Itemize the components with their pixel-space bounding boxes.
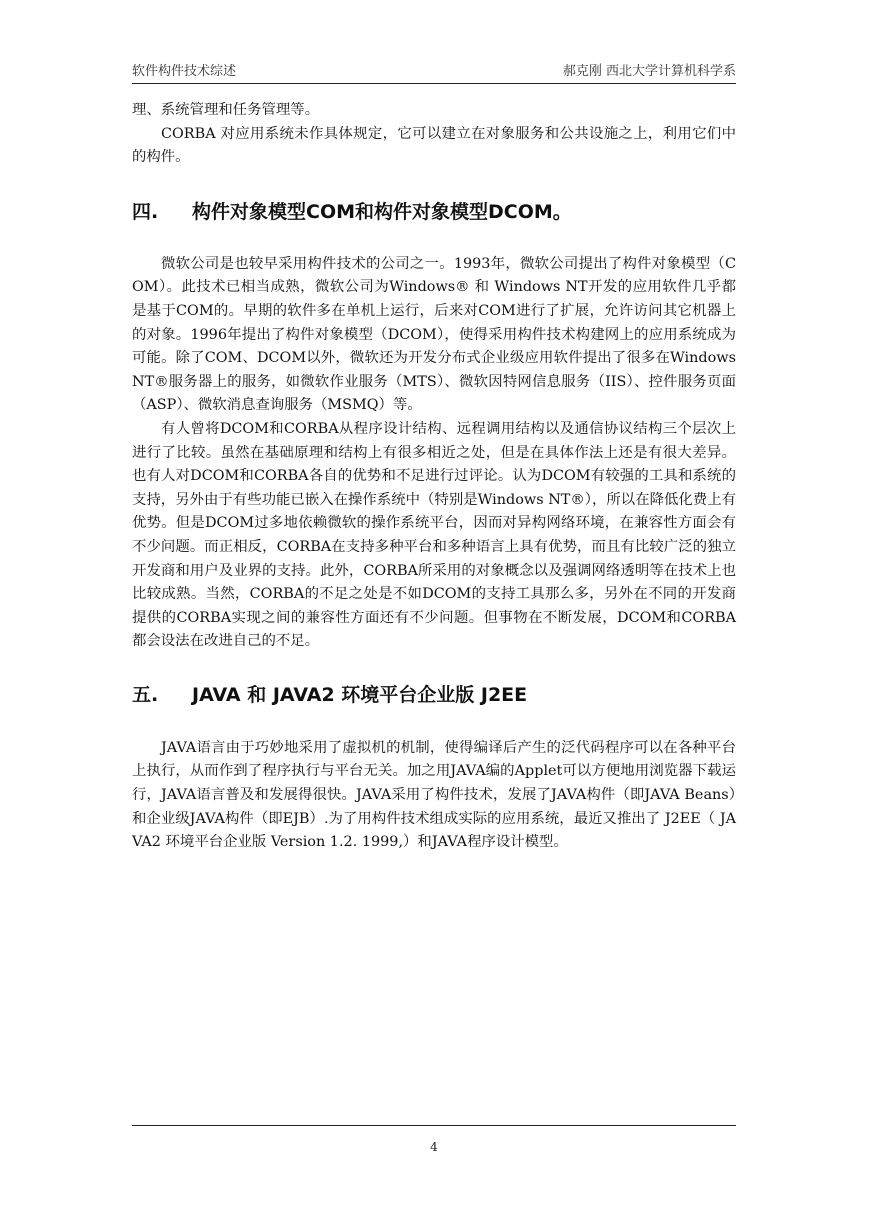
page-header — [132, 64, 736, 84]
paragraph-corba-note: CORBA 对应用系统未作具体规定，它可以建立在对象服务和公共设施之上，利用它们中的构件。 — [132, 125, 736, 166]
header-author: 郝克刚 西北大学计算机科学系 — [562, 64, 736, 79]
header-title: 软件构件技术综述 — [132, 64, 237, 79]
paragraph-com-overview: 微软公司是也较早采用构件技术的公司之一。1993年，微软公司提出了构件对象模型（COM）。此技术已相当成熟，微软公司为Windows® 和 Windows NT开发的应用软件几乎都是基于COM的。早期的软件多在单机上运行，后来对COM进行了扩展，允许访问其它机器上的对象。1996年提出了构件对象模型（DCOM），使得采用构件技术构建网上的应用系统成为可能。除了COM、DCOM以外，微软还为开发分布式企业级应用软件提出了很多在Windows NT®服务器上的服务，如微软作业服务（MTS）、微软因特网信息服务（IIS）、控件服务页面（ASP）、微软消息查询服务（MSMQ）等。 — [132, 255, 736, 414]
section-number: 四. — [132, 200, 159, 223]
section-heading-5 — [132, 682, 736, 708]
paragraph-dcom-corba-comparison: 有人曾将DCOM和CORBA从程序设计结构、远程调用结构以及通信协议结构三个层次上进行了比较。虽然在基础原理和结构上有很多相近之处，但是在具体作法上还是有很大差异。也有人对DCOM和CORBA各自的优势和不足进行过评论。认为DCOM有较强的工具和系统的支持，另外由于有些功能已嵌入在操作系统中（特别是Windows NT®），所以在降低化费上有优势。但是DCOM过多地依赖微软的操作系统平台，因而对异构网络环境，在兼容性方面会有不少问题。而正相反，CORBA在支持多种平台和多种语言上具有优势，而且有比较广泛的独立开发商和用户及业界的支持。此外，CORBA所采用的对象概念以及强调网络透明等在技术上也比较成熟。当然，CORBA的不足之处是不如DCOM的支持工具那么多，另外在不同的开发商提供的CORBA实现之间的兼容性方面还有不少问题。但事物在不断发展，DCOM和CORBA都会设法在改进自己的不足。 — [132, 420, 736, 650]
paragraph-java: JAVA语言由于巧妙地采用了虚拟机的机制，使得编译后产生的泛代码程序可以在各种平台上执行，从而作到了程序执行与平台无关。加之用JAVA编的Applet可以方便地用浏览器下载运行，JAVA语言普及和发展得很快。JAVA采用了构件技术，发展了JAVA构件（即JAVA Beans）和企业级JAVA构件（即EJB）.为了用构件技术组成实际的应用系统，最近又推出了 J2EE（ JAVA2 环境平台企业版 Version 1.2. 1999,）和JAVA程序设计模型。 — [132, 739, 736, 851]
footer-divider — [132, 1125, 736, 1126]
section-title: 构件对象模型COM和构件对象模型DCOM。 — [192, 200, 572, 223]
section-heading-4 — [132, 199, 736, 225]
paragraph-intro-continued: 理、系统管理和任务管理等。 — [132, 102, 320, 118]
section-title: JAVA 和 JAVA2 环境平台企业版 J2EE — [192, 683, 528, 706]
section-number: 五. — [132, 683, 159, 706]
page-body — [132, 99, 736, 855]
page-number: 4 — [430, 1140, 438, 1154]
